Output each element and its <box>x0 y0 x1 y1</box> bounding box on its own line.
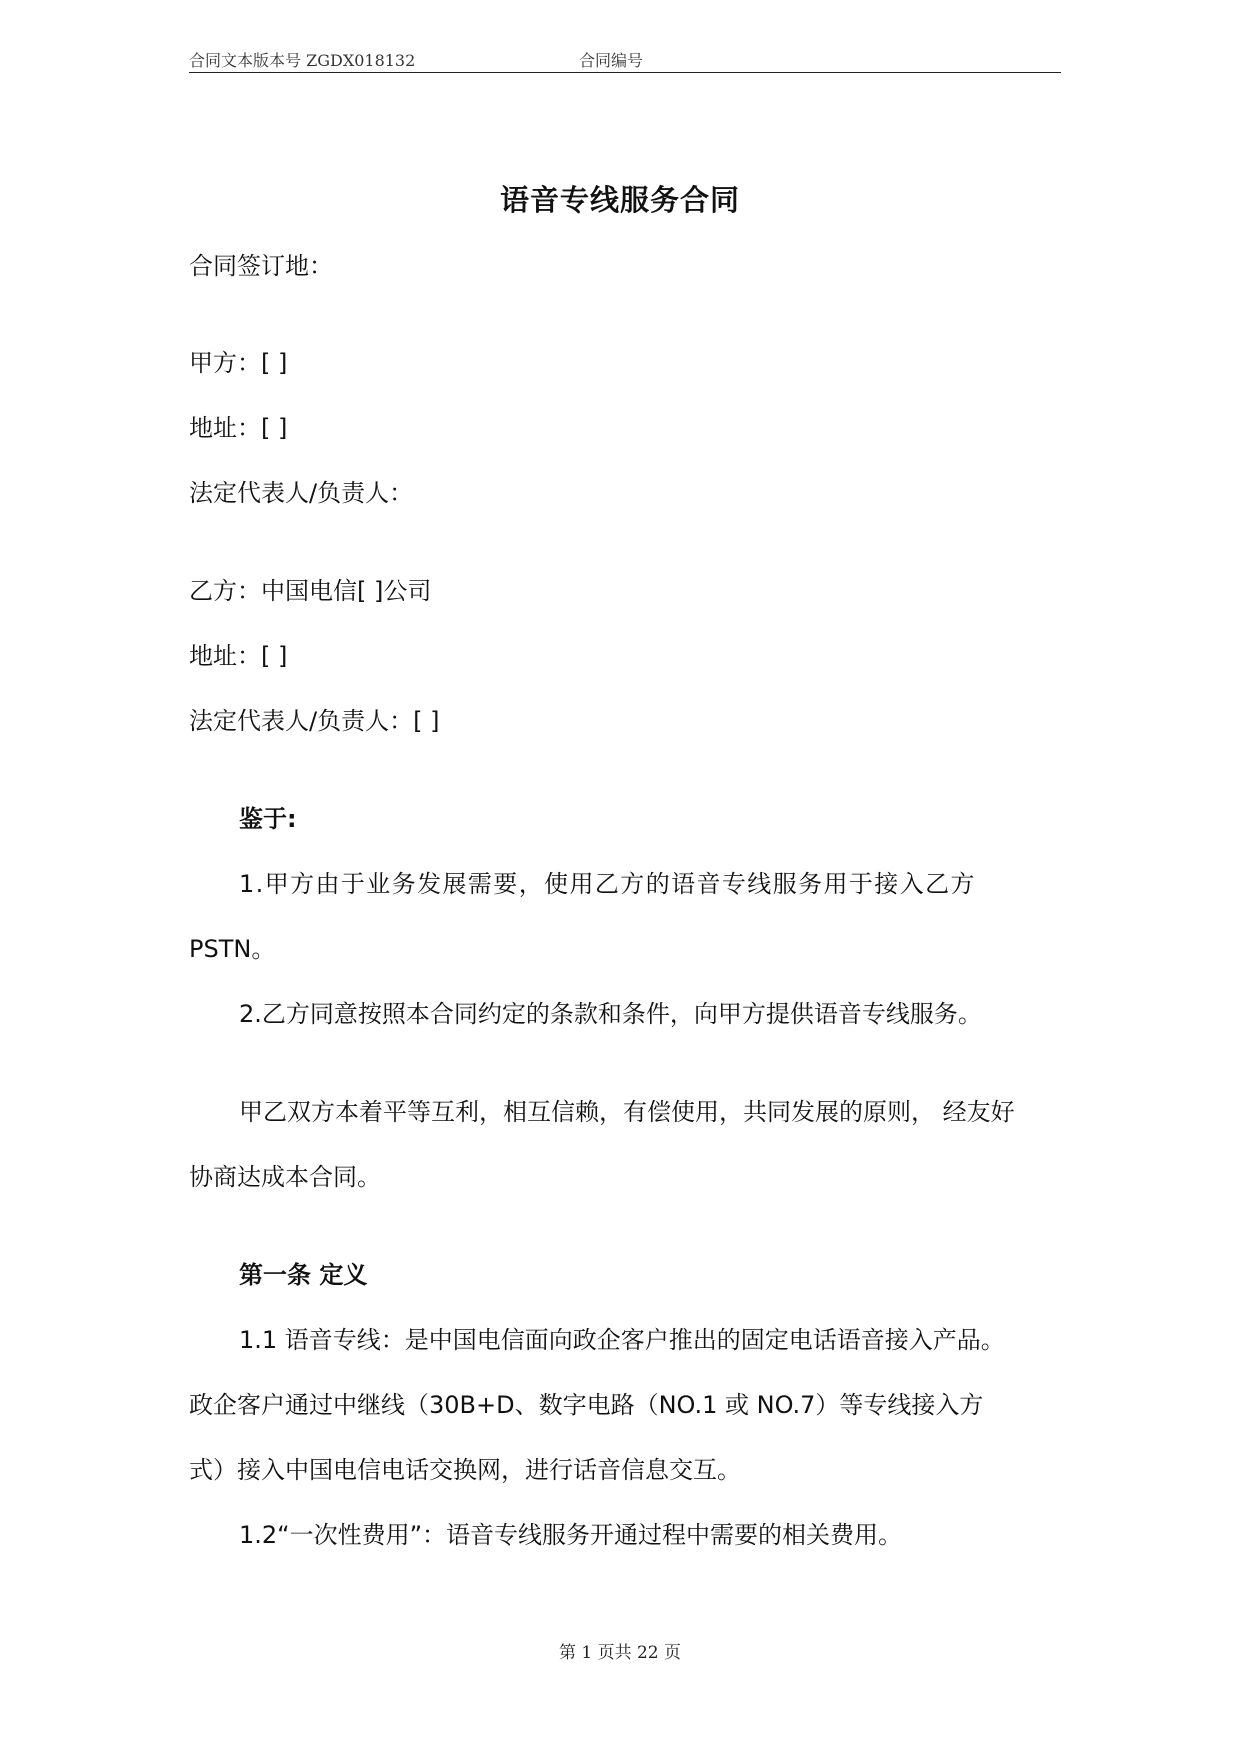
agreement-line-2: 协商达成本合同。 <box>189 1163 381 1191</box>
sign-place: 合同签订地： <box>189 252 333 280</box>
whereas-heading: 鉴于: <box>239 805 297 833</box>
party-a-representative: 法定代表人/负责人： <box>189 479 414 507</box>
definition-1-2: 1.2“一次性费用”：语音专线服务开通过程中需要的相关费用。 <box>239 1521 903 1549</box>
party-b-name: 乙方：中国电信[ ]公司 <box>189 577 432 605</box>
definition-1-1-line-3: 式）接入中国电信电话交换网，进行话音信息交互。 <box>189 1456 741 1484</box>
article-1-heading: 第一条 定义 <box>239 1261 368 1289</box>
party-b-representative: 法定代表人/负责人：[ ] <box>189 707 440 735</box>
party-a-name: 甲方：[ ] <box>189 349 288 377</box>
contract-version-label: 合同文本版本号 ZGDX018132 <box>189 51 416 70</box>
agreement-line-1: 甲乙双方本着平等互利，相互信赖，有偿使用，共同发展的原则， 经友好 <box>239 1098 1015 1126</box>
contract-number-label: 合同编号 <box>579 51 644 70</box>
definition-1-1-line-1: 1.1 语音专线：是中国电信面向政企客户推出的固定电话语音接入产品。 <box>239 1326 1005 1354</box>
whereas-item-1-line-1: 1.甲方由于业务发展需要，使用乙方的语音专线服务用于接入乙方 <box>239 870 976 898</box>
definition-1-1-line-2: 政企客户通过中继线（30B+D、数字电路（NO.1 或 NO.7）等专线接入方 <box>189 1391 984 1419</box>
party-b-address: 地址：[ ] <box>189 642 288 670</box>
whereas-item-1-line-2: PSTN。 <box>189 935 276 963</box>
page-footer: 第 1 页共 22 页 <box>558 1643 682 1663</box>
page-header <box>189 46 1061 73</box>
whereas-item-2: 2.乙方同意按照本合同约定的条款和条件，向甲方提供语音专线服务。 <box>239 1000 982 1028</box>
party-a-address: 地址：[ ] <box>189 414 288 442</box>
document-title: 语音专线服务合同 <box>499 183 740 217</box>
